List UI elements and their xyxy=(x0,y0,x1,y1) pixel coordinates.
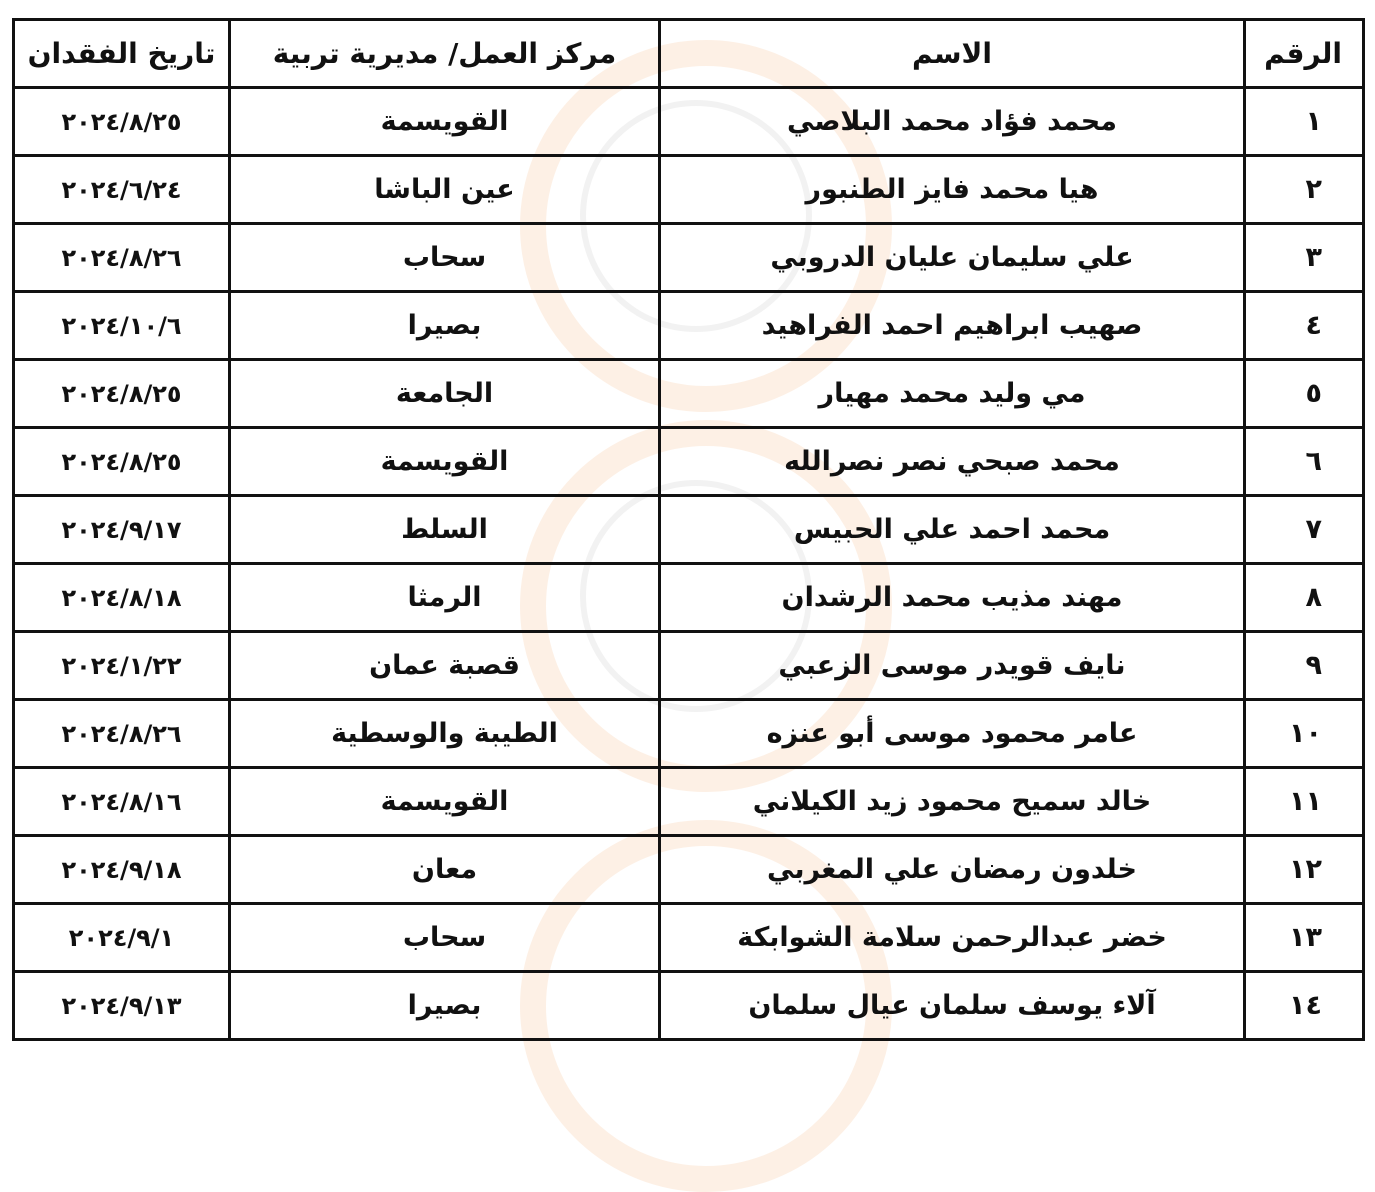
workplace-cell: سحاب xyxy=(230,904,660,972)
table-row xyxy=(14,632,1364,700)
loss-date-cell: ٢٠٢٤/١٠/٦ xyxy=(14,292,230,360)
person-name-cell: علي سليمان عليان الدروبي xyxy=(660,224,1245,292)
person-name-cell: هيا محمد فايز الطنبور xyxy=(660,156,1245,224)
header-loss-date: تاريخ الفقدان xyxy=(14,20,230,88)
table-row xyxy=(14,156,1364,224)
table-row xyxy=(14,836,1364,904)
row-number-cell: ١٢ xyxy=(1245,836,1364,904)
table-row xyxy=(14,88,1364,156)
table-row xyxy=(14,292,1364,360)
person-name-cell: مهند مذيب محمد الرشدان xyxy=(660,564,1245,632)
table-header-row xyxy=(14,20,1364,88)
workplace-cell: الطيبة والوسطية xyxy=(230,700,660,768)
table-row xyxy=(14,904,1364,972)
person-name-cell: محمد صبحي نصر نصرالله xyxy=(660,428,1245,496)
row-number-cell: ٤ xyxy=(1245,292,1364,360)
row-number-cell: ٧ xyxy=(1245,496,1364,564)
workplace-cell: بصيرا xyxy=(230,292,660,360)
person-name-cell: نايف قويدر موسى الزعبي xyxy=(660,632,1245,700)
row-number-cell: ١٤ xyxy=(1245,972,1364,1040)
loss-date-cell: ٢٠٢٤/٨/٢٥ xyxy=(14,360,230,428)
row-number-cell: ٥ xyxy=(1245,360,1364,428)
person-name-cell: خضر عبدالرحمن سلامة الشوابكة xyxy=(660,904,1245,972)
workplace-cell: السلط xyxy=(230,496,660,564)
table-row xyxy=(14,496,1364,564)
table-row xyxy=(14,700,1364,768)
row-number-cell: ٣ xyxy=(1245,224,1364,292)
row-number-cell: ٨ xyxy=(1245,564,1364,632)
table-row xyxy=(14,972,1364,1040)
table-row xyxy=(14,428,1364,496)
row-number-cell: ٦ xyxy=(1245,428,1364,496)
person-name-cell: صهيب ابراهيم احمد الفراهيد xyxy=(660,292,1245,360)
missing-persons-table xyxy=(12,18,1365,1041)
row-number-cell: ١ xyxy=(1245,88,1364,156)
header-name: الاسم xyxy=(660,20,1245,88)
row-number-cell: ١٠ xyxy=(1245,700,1364,768)
workplace-cell: الجامعة xyxy=(230,360,660,428)
person-name-cell: مي وليد محمد مهيار xyxy=(660,360,1245,428)
header-workplace: مركز العمل/ مديرية تربية xyxy=(230,20,660,88)
workplace-cell: معان xyxy=(230,836,660,904)
loss-date-cell: ٢٠٢٤/٨/٢٦ xyxy=(14,224,230,292)
loss-date-cell: ٢٠٢٤/٨/٢٥ xyxy=(14,88,230,156)
table-row xyxy=(14,768,1364,836)
loss-date-cell: ٢٠٢٤/٨/٢٥ xyxy=(14,428,230,496)
person-name-cell: خالد سميح محمود زيد الكيلاني xyxy=(660,768,1245,836)
workplace-cell: القويسمة xyxy=(230,428,660,496)
workplace-cell: القويسمة xyxy=(230,768,660,836)
workplace-cell: قصبة عمان xyxy=(230,632,660,700)
loss-date-cell: ٢٠٢٤/٩/١ xyxy=(14,904,230,972)
loss-date-cell: ٢٠٢٤/٨/١٦ xyxy=(14,768,230,836)
loss-date-cell: ٢٠٢٤/٨/١٨ xyxy=(14,564,230,632)
workplace-cell: سحاب xyxy=(230,224,660,292)
workplace-cell: الرمثا xyxy=(230,564,660,632)
workplace-cell: عين الباشا xyxy=(230,156,660,224)
loss-date-cell: ٢٠٢٤/١/٢٢ xyxy=(14,632,230,700)
row-number-cell: ٢ xyxy=(1245,156,1364,224)
table-row xyxy=(14,360,1364,428)
person-name-cell: عامر محمود موسى أبو عنزه xyxy=(660,700,1245,768)
loss-date-cell: ٢٠٢٤/٦/٢٤ xyxy=(14,156,230,224)
person-name-cell: محمد احمد علي الحبيس xyxy=(660,496,1245,564)
loss-date-cell: ٢٠٢٤/٨/٢٦ xyxy=(14,700,230,768)
loss-date-cell: ٢٠٢٤/٩/١٣ xyxy=(14,972,230,1040)
header-number: الرقم xyxy=(1245,20,1364,88)
workplace-cell: بصيرا xyxy=(230,972,660,1040)
person-name-cell: خلدون رمضان علي المغربي xyxy=(660,836,1245,904)
person-name-cell: آلاء يوسف سلمان عيال سلمان xyxy=(660,972,1245,1040)
loss-date-cell: ٢٠٢٤/٩/١٧ xyxy=(14,496,230,564)
row-number-cell: ١١ xyxy=(1245,768,1364,836)
row-number-cell: ١٣ xyxy=(1245,904,1364,972)
person-name-cell: محمد فؤاد محمد البلاصي xyxy=(660,88,1245,156)
loss-date-cell: ٢٠٢٤/٩/١٨ xyxy=(14,836,230,904)
table-row xyxy=(14,224,1364,292)
row-number-cell: ٩ xyxy=(1245,632,1364,700)
workplace-cell: القويسمة xyxy=(230,88,660,156)
table-row xyxy=(14,564,1364,632)
